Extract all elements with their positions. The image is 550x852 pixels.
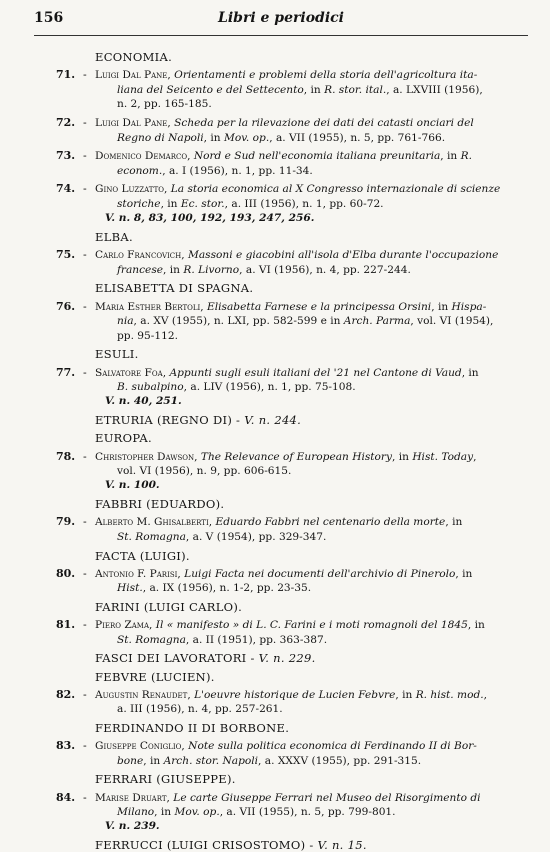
- italic-title: R. hist. mod.: [415, 688, 484, 701]
- entry-citation: [95, 618, 528, 647]
- entry-dash: -: [83, 566, 87, 580]
- citation-text: ,: [187, 688, 195, 701]
- italic-title: Nord e Sud nell'economia italiana preunitaria: [193, 150, 441, 163]
- italic-title: Arch. stor. Napoli: [163, 754, 259, 767]
- citation-text: ,: [181, 249, 188, 262]
- citation-line: [95, 149, 528, 164]
- italic-title: La storia economica al X Congresso internazionale di scienze: [170, 183, 501, 196]
- section-heading-text: FERRARI (GIUSEPPE).: [95, 772, 236, 787]
- citation-line: [95, 791, 528, 806]
- italic-title: L'oeuvre historique de Lucien Febvre: [194, 688, 396, 701]
- entry-citation: [95, 450, 528, 479]
- author-name: Piero Zama: [95, 619, 150, 632]
- section-heading: [95, 549, 190, 563]
- citation-line: [95, 618, 528, 633]
- italic-title: Hist. Today: [412, 450, 474, 463]
- entry-number: 72.: [56, 116, 76, 129]
- see-also-reference: V. n. 100.: [105, 478, 160, 491]
- citation-text: , in: [431, 300, 452, 313]
- section-heading: [95, 670, 215, 684]
- section-heading: [95, 413, 301, 427]
- citation-text: , in: [163, 263, 184, 276]
- author-name: Luigi Dal Pane: [95, 117, 168, 129]
- citation-text: , in: [440, 150, 461, 163]
- section-heading-text: ECONOMIA.: [95, 50, 173, 64]
- citation-text: , a. LXVIII (1956),: [386, 83, 483, 96]
- citation-text: ,: [194, 450, 201, 463]
- italic-title: Scheda per la rilevazione dei dati dei catasti onciari del: [174, 117, 474, 129]
- author-name: Carlo Francovich: [95, 249, 182, 262]
- entry-citation: [95, 791, 528, 820]
- see-also-reference: V. n. 15.: [317, 838, 367, 852]
- citation-line: [95, 248, 528, 263]
- author-name: Augustin Renaudet: [95, 688, 188, 701]
- entry-citation: [95, 116, 528, 145]
- citation-text: , in: [467, 619, 485, 632]
- entry-dash: -: [83, 687, 87, 701]
- citation-line: [95, 97, 528, 112]
- citation-text: , a. VII (1955), n. 5, pp. 799-801.: [219, 806, 396, 819]
- italic-title: Mov. op.: [223, 131, 270, 144]
- citation-line: [95, 464, 528, 479]
- entry-citation: [95, 300, 528, 344]
- entry-number: 76.: [56, 299, 76, 313]
- entry-number: 84.: [56, 790, 76, 804]
- section-heading-text: FEBVRE (LUCIEN).: [95, 669, 215, 684]
- citation-text: , a. XV (1955), n. LXI, pp. 582-599 e in: [133, 315, 344, 328]
- entry-dash: -: [83, 248, 87, 262]
- section-heading: [95, 651, 316, 665]
- citation-text: , a. VII (1955), n. 5, pp. 761-766.: [269, 131, 446, 144]
- citation-text: , a. II (1951), pp. 363-387.: [185, 633, 328, 646]
- section-heading: [95, 721, 289, 735]
- entry-number: 80.: [56, 566, 76, 580]
- citation-text: ,: [483, 688, 487, 701]
- citation-line: [95, 164, 528, 179]
- italic-title: Hispa-: [451, 300, 487, 313]
- section-heading: [95, 772, 236, 786]
- citation-line: [95, 263, 528, 278]
- section-heading-text: FASCI DEI LAVORATORI -: [95, 651, 259, 666]
- see-also-reference: V. n. 40, 251.: [105, 394, 182, 407]
- citation-text: ,: [473, 450, 477, 463]
- italic-title: St. Romagna: [117, 530, 186, 543]
- section-heading: [95, 497, 224, 511]
- citation-line: [95, 182, 528, 197]
- entry-citation: [95, 248, 528, 277]
- citation-line: [95, 83, 528, 98]
- italic-title: Note sulla politica economica di Ferdinando II di Bor-: [188, 740, 477, 753]
- citation-line: [95, 329, 528, 344]
- italic-title: Massoni e giacobini all'isola d'Elba durante l'occupazione: [188, 249, 499, 262]
- citation-text: pp. 95-112.: [117, 329, 178, 342]
- author-name: Giuseppe Coniglio: [95, 740, 182, 753]
- citation-line: [95, 530, 528, 545]
- citation-text: ,: [177, 567, 185, 580]
- author-name: Alberto M. Ghisalberti: [95, 516, 209, 529]
- citation-text: ,: [187, 150, 194, 163]
- italic-title: storiche: [117, 197, 161, 210]
- italic-title: Milano: [117, 806, 155, 819]
- section-heading: [95, 838, 367, 852]
- italic-title: econom.: [117, 164, 163, 177]
- italic-title: Orientamenti e problemi della storia dell'agricoltura ita-: [174, 69, 478, 82]
- citation-text: , in: [445, 516, 463, 529]
- citation-line: [95, 314, 528, 329]
- section-heading: [95, 230, 133, 244]
- entry-citation: [95, 567, 528, 596]
- running-title: Libri e periodici: [218, 10, 344, 26]
- citation-text: ,: [164, 183, 171, 196]
- section-heading: [95, 347, 139, 361]
- header-rule: [34, 35, 528, 36]
- author-name: Salvatore Foa: [95, 366, 163, 379]
- author-name: Maria Esther Bertoli: [95, 300, 201, 313]
- entry-citation: [95, 182, 528, 211]
- citation-text: , in: [203, 131, 224, 144]
- entry-citation: [95, 688, 528, 717]
- citation-text: ,: [162, 366, 170, 379]
- section-heading-text: ESULI.: [95, 347, 139, 362]
- section-heading: [95, 50, 172, 64]
- citation-line: [95, 116, 528, 131]
- italic-title: Le carte Giuseppe Ferrari nel Museo del Risorgimento di: [173, 791, 481, 804]
- citation-line: [95, 380, 528, 395]
- page-header: [34, 10, 528, 32]
- citation-text: , a. I (1956), n. 1, pp. 11-34.: [162, 164, 313, 177]
- citation-text: , a. LIV (1956), n. 1, pp. 75-108.: [183, 381, 356, 394]
- citation-line: [95, 805, 528, 820]
- citation-text: , in: [143, 754, 164, 767]
- citation-line: [95, 68, 528, 83]
- citation-text: , vol. VI (1954),: [410, 315, 494, 328]
- see-also-reference: V. n. 8, 83, 100, 192, 193, 247, 256.: [105, 211, 315, 224]
- citation-text: ,: [208, 516, 216, 529]
- entry-dash: -: [83, 182, 87, 196]
- entry-dash: -: [83, 365, 87, 379]
- citation-text: vol. VI (1956), n. 9, pp. 606-615.: [117, 465, 292, 478]
- entry-dash: -: [83, 790, 87, 804]
- citation-line: [95, 450, 528, 465]
- italic-title: Regno di Napoli: [117, 131, 204, 144]
- citation-line: [95, 300, 528, 315]
- italic-title: The Relevance of European History: [200, 450, 392, 463]
- italic-title: Luigi Facta nei documenti dell'archivio di Pinerolo: [184, 567, 456, 580]
- section-heading-text: EUROPA.: [95, 431, 152, 446]
- entry-dash: -: [83, 515, 87, 529]
- see-also-reference: V. n. 239.: [105, 819, 160, 832]
- citation-text: a. III (1956), n. 4, pp. 257-261.: [117, 703, 283, 716]
- page-number: 156: [34, 10, 64, 26]
- citation-text: , in: [455, 567, 473, 580]
- entry-number: 81.: [56, 618, 76, 632]
- section-heading-text: ETRURIA (REGNO DI) -: [95, 413, 245, 428]
- citation-text: ,: [149, 619, 156, 632]
- entry-dash: -: [83, 739, 87, 753]
- section-heading: [95, 281, 253, 295]
- entry-dash: -: [83, 449, 87, 463]
- section-heading-text: ELISABETTA DI SPAGNA.: [95, 281, 254, 296]
- citation-line: [95, 739, 528, 754]
- section-heading: [95, 600, 242, 614]
- section-heading-text: FABBRI (EDUARDO).: [95, 497, 225, 512]
- section-heading-text: FERDINANDO II DI BORBONE.: [95, 721, 290, 735]
- citation-text: , a. VI (1956), n. 4, pp. 227-244.: [239, 263, 411, 276]
- citation-line: [95, 754, 528, 769]
- citation-line: [95, 702, 528, 717]
- citation-text: ,: [167, 117, 175, 129]
- citation-line: [95, 688, 528, 703]
- section-heading-text: FARINI (LUIGI CARLO).: [95, 600, 243, 614]
- author-name: Luigi Dal Pane: [95, 69, 168, 82]
- citation-line: [95, 567, 528, 582]
- italic-title: B. subalpino: [117, 381, 184, 394]
- italic-title: francese: [117, 263, 164, 276]
- entry-citation: [95, 149, 528, 178]
- citation-text: , a. III (1956), n. 1, pp. 60-72.: [224, 197, 384, 210]
- italic-title: Mov. op.: [174, 806, 220, 819]
- entry-dash: -: [83, 68, 87, 82]
- italic-title: R. stor. ital.: [324, 83, 387, 96]
- citation-text: , in: [461, 366, 479, 379]
- citation-text: , in: [154, 806, 175, 819]
- citation-text: ,: [181, 740, 189, 753]
- italic-title: Appunti sugli esuli italiani del '21 nel Cantone di Vaud: [169, 366, 462, 379]
- entry-number: 71.: [56, 68, 76, 82]
- italic-title: bone: [117, 754, 144, 767]
- author-name: Domenico Demarco: [95, 150, 188, 163]
- italic-title: nia: [117, 315, 134, 328]
- see-also-reference: V. n. 244.: [244, 413, 302, 428]
- entry-citation: [95, 515, 528, 544]
- citation-line: [95, 197, 528, 212]
- entry-citation: [95, 739, 528, 768]
- entry-citation: [95, 68, 528, 112]
- citation-line: [95, 366, 528, 381]
- entry-dash: -: [83, 299, 87, 313]
- entry-number: 82.: [56, 687, 76, 701]
- citation-text: ,: [166, 791, 174, 804]
- entry-number: 79.: [56, 515, 76, 529]
- author-name: Marise Druart: [95, 791, 167, 804]
- italic-title: Eduardo Fabbri nel centenario della morte: [215, 516, 446, 529]
- entry-dash: -: [83, 618, 87, 632]
- entry-citation: [95, 366, 528, 395]
- entry-number: 78.: [56, 449, 76, 463]
- section-heading: [95, 431, 152, 445]
- citation-text: , in: [160, 197, 181, 210]
- citation-text: , in: [395, 688, 416, 701]
- section-heading-text: FERRUCCI (LUIGI CRISOSTOMO) -: [95, 838, 318, 852]
- italic-title: Ec. stor.: [180, 197, 225, 210]
- author-name: Christopher Dawson: [95, 450, 195, 463]
- entry-number: 73.: [56, 149, 76, 163]
- italic-title: Arch. Parma: [343, 315, 411, 328]
- entry-number: 83.: [56, 739, 76, 753]
- entry-number: 75.: [56, 248, 76, 262]
- citation-text: , a. XXXV (1955), pp. 291-315.: [258, 754, 422, 767]
- entry-dash: -: [83, 116, 87, 129]
- section-heading-text: ELBA.: [95, 230, 133, 244]
- italic-title: R.: [460, 150, 472, 163]
- section-heading-text: FACTA (LUIGI).: [95, 548, 190, 563]
- citation-text: n. 2, pp. 165-185.: [117, 98, 212, 111]
- italic-title: R. Livorno: [183, 263, 240, 276]
- citation-text: , in: [303, 83, 325, 96]
- citation-line: [95, 633, 528, 648]
- italic-title: liana del Seicento e del Settecento: [117, 83, 304, 96]
- italic-title: Elisabetta Farnese e la principessa Orsini: [207, 300, 432, 313]
- entry-number: 74.: [56, 182, 76, 196]
- citation-text: ,: [200, 300, 208, 313]
- entry-dash: -: [83, 149, 87, 163]
- citation-text: , in: [391, 450, 413, 463]
- citation-line: [95, 515, 528, 530]
- author-name: Gino Luzzatto: [95, 183, 164, 196]
- author-name: Antonio F. Parisi: [95, 567, 178, 580]
- citation-line: [95, 131, 528, 146]
- citation-line: [95, 581, 528, 596]
- citation-text: , a. IX (1956), n. 1-2, pp. 23-35.: [142, 582, 312, 595]
- citation-text: , a. V (1954), pp. 329-347.: [185, 530, 327, 543]
- entry-number: 77.: [56, 365, 76, 379]
- citation-text: ,: [167, 69, 175, 82]
- italic-title: Il « manifesto » di L. C. Farini e i moti romagnoli del 1845: [155, 619, 468, 632]
- see-also-reference: V. n. 229.: [258, 651, 316, 666]
- italic-title: St. Romagna: [117, 633, 186, 646]
- italic-title: Hist.: [117, 582, 143, 595]
